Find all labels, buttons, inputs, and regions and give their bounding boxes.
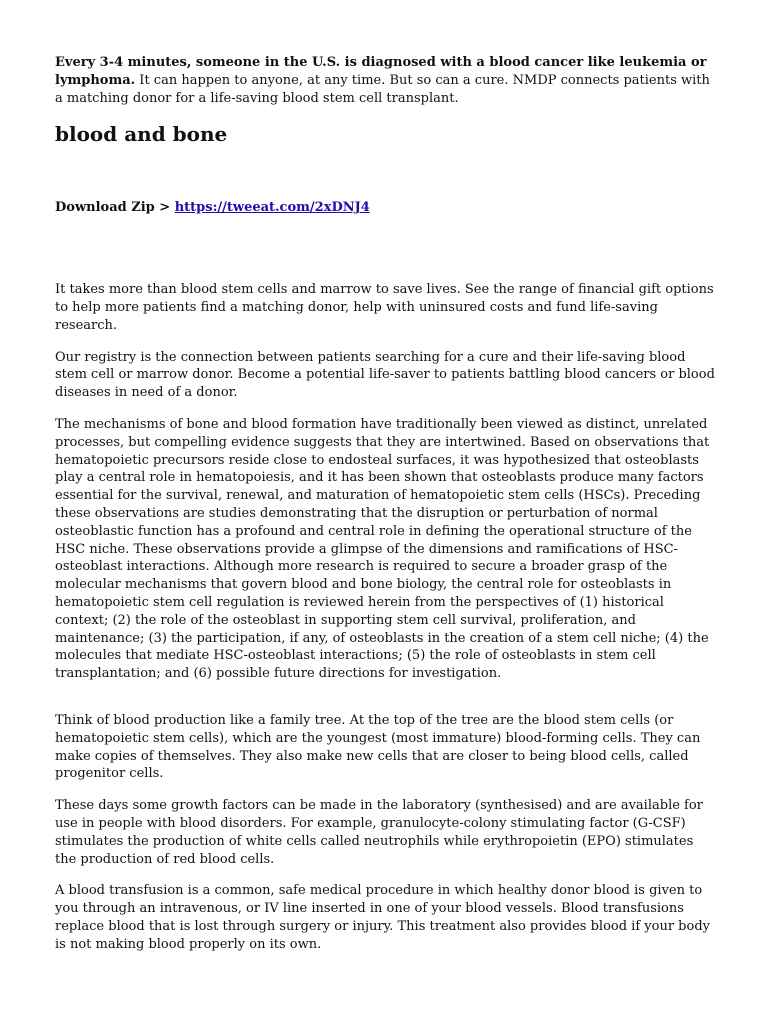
document-page bbox=[55, 54, 717, 953]
download-line bbox=[55, 199, 717, 217]
intro-text: It can happen to anyone, at any time. But so can a cure. NMDP connects patients with a matching donor for a life-saving blood stem cell transplant. bbox=[55, 72, 710, 106]
download-link[interactable]: https://tweeat.com/2xDNJ4 bbox=[174, 200, 370, 216]
download-label: Download Zip > bbox=[55, 200, 175, 216]
intro-bold-text: Every 3-4 minutes, someone in the U.S. is diagnosed with a blood cancer like leukemia or lymphoma. bbox=[55, 55, 707, 88]
paragraph-4: Think of blood production like a family tree. At the top of the tree are the blood stem cells (or hematopoietic stem cells), which are the youngest (most immature) blood-forming cells. They can make copies of themselves. They also make new cells that are closer to being blood cells, called progenitor cells. bbox=[55, 712, 701, 782]
paragraph-3: The mechanisms of bone and blood formation have traditionally been viewed as distinct, unrelated processes, but compelling evidence suggests that they are intertwined. Based on observations that hematopoietic precursors reside close to endosteal surfaces, it was hypothesized that osteoblasts play a central role in hematopoiesis, and it has been shown that osteoblasts produce many factors essential for the survival, renewal, and maturation of hematopoietic stem cells (HSCs). Preceding these observations are studies demonstrating that the disruption or perturbation of normal osteoblastic function has a profound and central role in defining the operational structure of the HSC niche. These observations provide a glimpse of the dimensions and ramifications of HSC-osteoblast interactions. Although more research is required to secure a broader grasp of the molecular mechanisms that govern blood and bone biology, the central role for osteoblasts in hematopoietic stem cell regulation is reviewed herein from the perspectives of (1) historical context; (2) the role of the osteoblast in supporting stem cell survival, proliferation, and maintenance; (3) the participation, if any, of osteoblasts in the creation of a stem cell niche; (4) the molecules that mediate HSC-osteoblast interactions; (5) the role of osteoblasts in stem cell transplantation; and (6) possible future directions for investigation. bbox=[55, 416, 710, 682]
paragraph-5: These days some growth factors can be made in the laboratory (synthesised) and are available for use in people with blood disorders. For example, granulocyte-colony stimulating factor (G-CSF) stimulates the production of white cells called neutrophils while erythropoietin (EPO) stimulates the production of red blood cells. bbox=[55, 798, 703, 867]
paragraph-2: Our registry is the connection between patients searching for a cure and their life-saving blood stem cell or marrow donor. Become a potential life-saver to patients battling blood cancers or blood diseases in need of a donor. bbox=[55, 349, 715, 401]
paragraph-6: A blood transfusion is a common, safe medical procedure in which healthy donor blood is given to you through an intravenous, or IV line inserted in one of your blood vessels. Blood transfusions replace blood that is lost through surgery or injury. This treatment also provides blood if your body is not making blood properly on its own. bbox=[55, 883, 710, 952]
intro-paragraph bbox=[55, 54, 717, 107]
paragraph-1: It takes more than blood stem cells and marrow to save lives. See the range of financial gift options to help more patients find a matching donor, help with uninsured costs and fund life-saving research. bbox=[55, 282, 714, 333]
page-title: blood and bone bbox=[55, 122, 228, 147]
